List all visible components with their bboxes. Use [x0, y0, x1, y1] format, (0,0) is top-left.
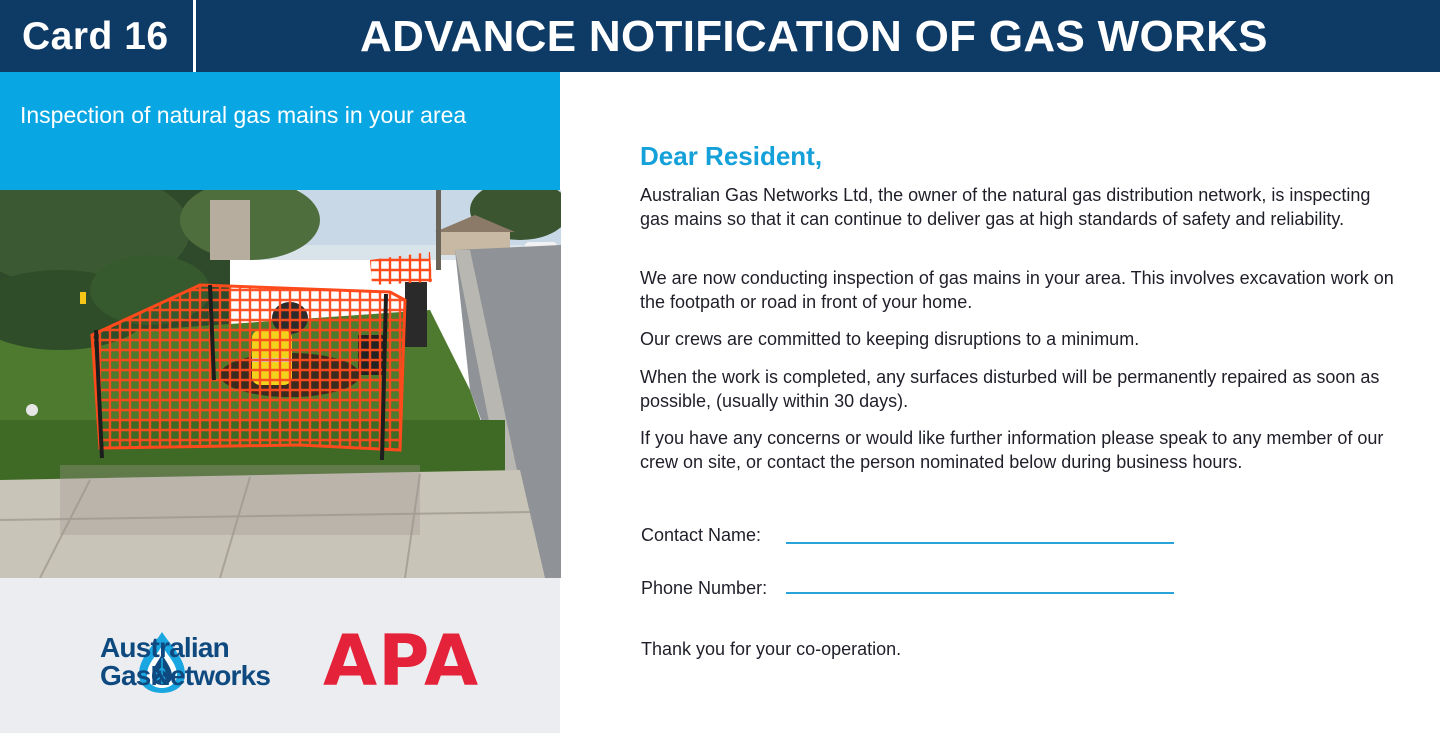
closing-thanks: Thank you for your co-operation.: [641, 639, 902, 659]
phone-number-line: [786, 592, 1174, 594]
worksite-illustration: [0, 190, 561, 578]
header-divider: [193, 0, 196, 72]
agn-logo-line1: Australian: [100, 632, 229, 663]
card-number: Card 16: [22, 15, 169, 58]
apa-logo: APA: [323, 620, 480, 702]
paragraph-2: We are now conducting inspection of gas mains in your area. This involves excavation work on the footpath or road in front of your home.: [640, 268, 1394, 312]
paragraph-4: When the work is completed, any surfaces disturbed will be permanently repaired as soon as possible, (usually within 30 days).: [640, 367, 1380, 411]
greeting: Dear Resident,: [640, 141, 823, 171]
worksite-photo: [0, 190, 561, 578]
contact-name-label: Contact Name:: [641, 525, 762, 545]
subtitle-band: [0, 72, 560, 190]
contact-name-line: [786, 542, 1174, 544]
paragraph-1: Australian Gas Networks Ltd, the owner of the natural gas distribution network, is inspecting gas mains so that it can continue to deliver gas at high standards of safety and reliability.: [640, 185, 1371, 229]
agn-logo-line2: GasNetworks: [100, 660, 271, 691]
paragraph-5: If you have any concerns or would like further information please speak to any member of our crew on site, or contact the person nominated below during business hours.: [640, 428, 1384, 472]
phone-number-label: Phone Number:: [641, 578, 768, 598]
paragraph-3: Our crews are committed to keeping disruptions to a minimum.: [640, 329, 1140, 349]
page-title: ADVANCE NOTIFICATION OF GAS WORKS: [360, 12, 1268, 61]
header-bar: [0, 0, 1440, 72]
subtitle: Inspection of natural gas mains in your area: [20, 102, 467, 128]
agn-logo-text: [100, 634, 270, 690]
